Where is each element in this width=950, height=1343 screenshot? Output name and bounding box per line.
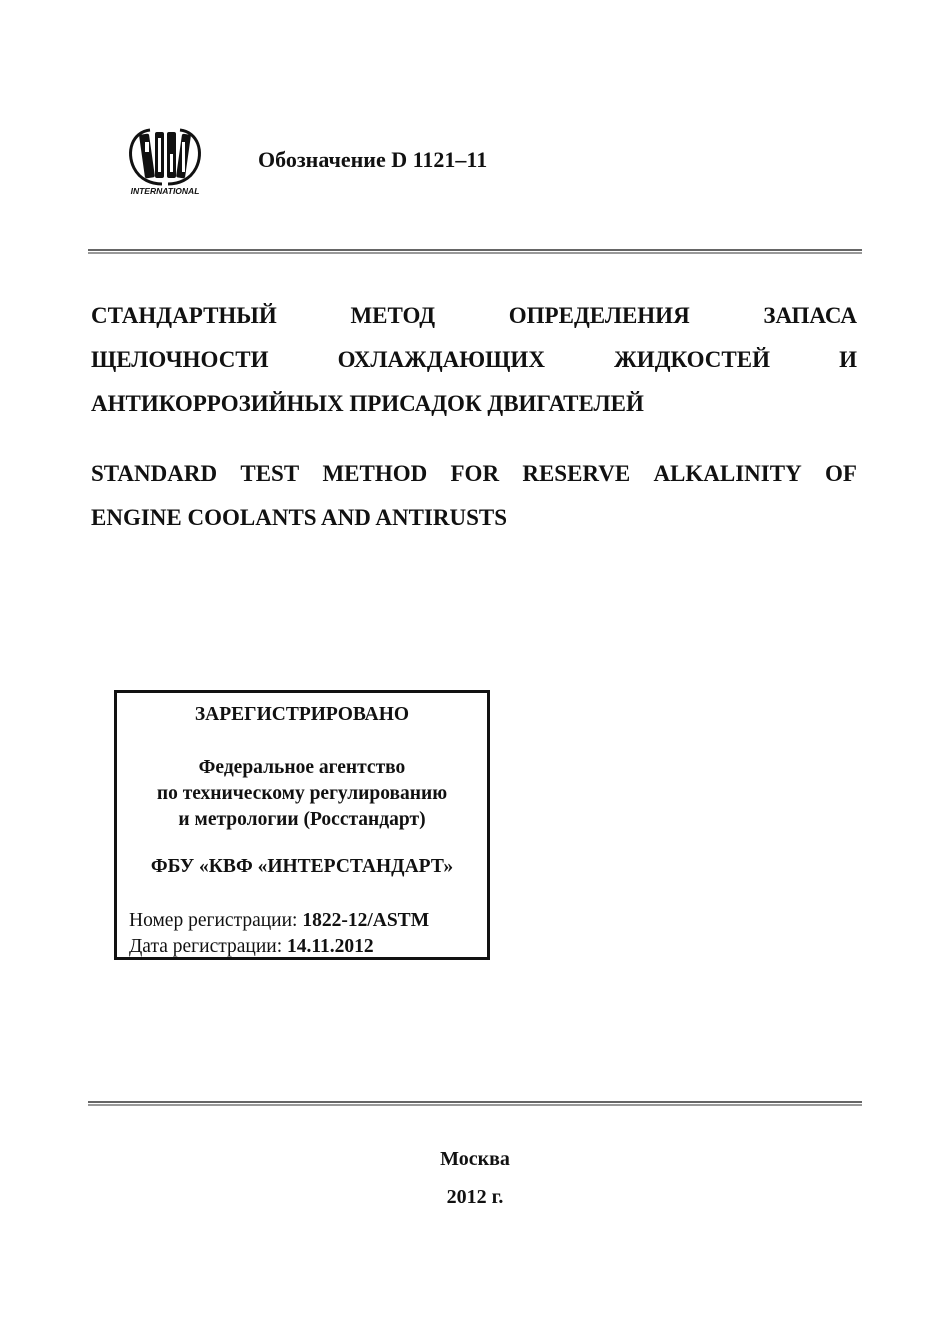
registration-organization: ФБУ «КВФ «ИНТЕРСТАНДАРТ» [150, 856, 454, 877]
registration-date: Дата регистрации: 14.11.2012 [129, 936, 374, 957]
designation: Обозначение D 1121–11 [258, 147, 488, 172]
logo-caption: INTERNATIONAL [130, 186, 200, 196]
astm-logo [122, 124, 208, 196]
registration-heading: ЗАРЕГИСТРИРОВАНО [194, 704, 410, 725]
title-ru-line-1: СТАНДАРТНЫЙ МЕТОД ОПРЕДЕЛЕНИЯ ЗАПАСА [91, 303, 857, 328]
registration-number: Номер регистрации: 1822-12/ASTM [129, 910, 430, 931]
publication-city: Москва [440, 1148, 510, 1170]
registration-details [129, 908, 429, 960]
title-ru-line-2: ЩЕЛОЧНОСТИ ОХЛАЖДАЮЩИХ ЖИДКОСТЕЙ И [91, 347, 857, 372]
title-en-line-1: STANDARD TEST METHOD FOR RESERVE ALKALINITY OF [91, 461, 857, 486]
title-ru-line-3: АНТИКОРРОЗИЙНЫХ ПРИСАДОК ДВИГАТЕЛЕЙ [91, 391, 644, 416]
registration-agency: Федеральное агентство по техническому регулированию и метрологии (Росстандарт) [156, 757, 448, 830]
publication-year: 2012 г. [446, 1186, 504, 1208]
bottom-divider [88, 1101, 862, 1106]
title-russian [91, 294, 857, 426]
registration-stamp [114, 690, 490, 960]
top-divider [88, 249, 862, 254]
title-en-line-2: ENGINE COOLANTS AND ANTIRUSTS [91, 505, 508, 530]
title-english [91, 452, 857, 540]
